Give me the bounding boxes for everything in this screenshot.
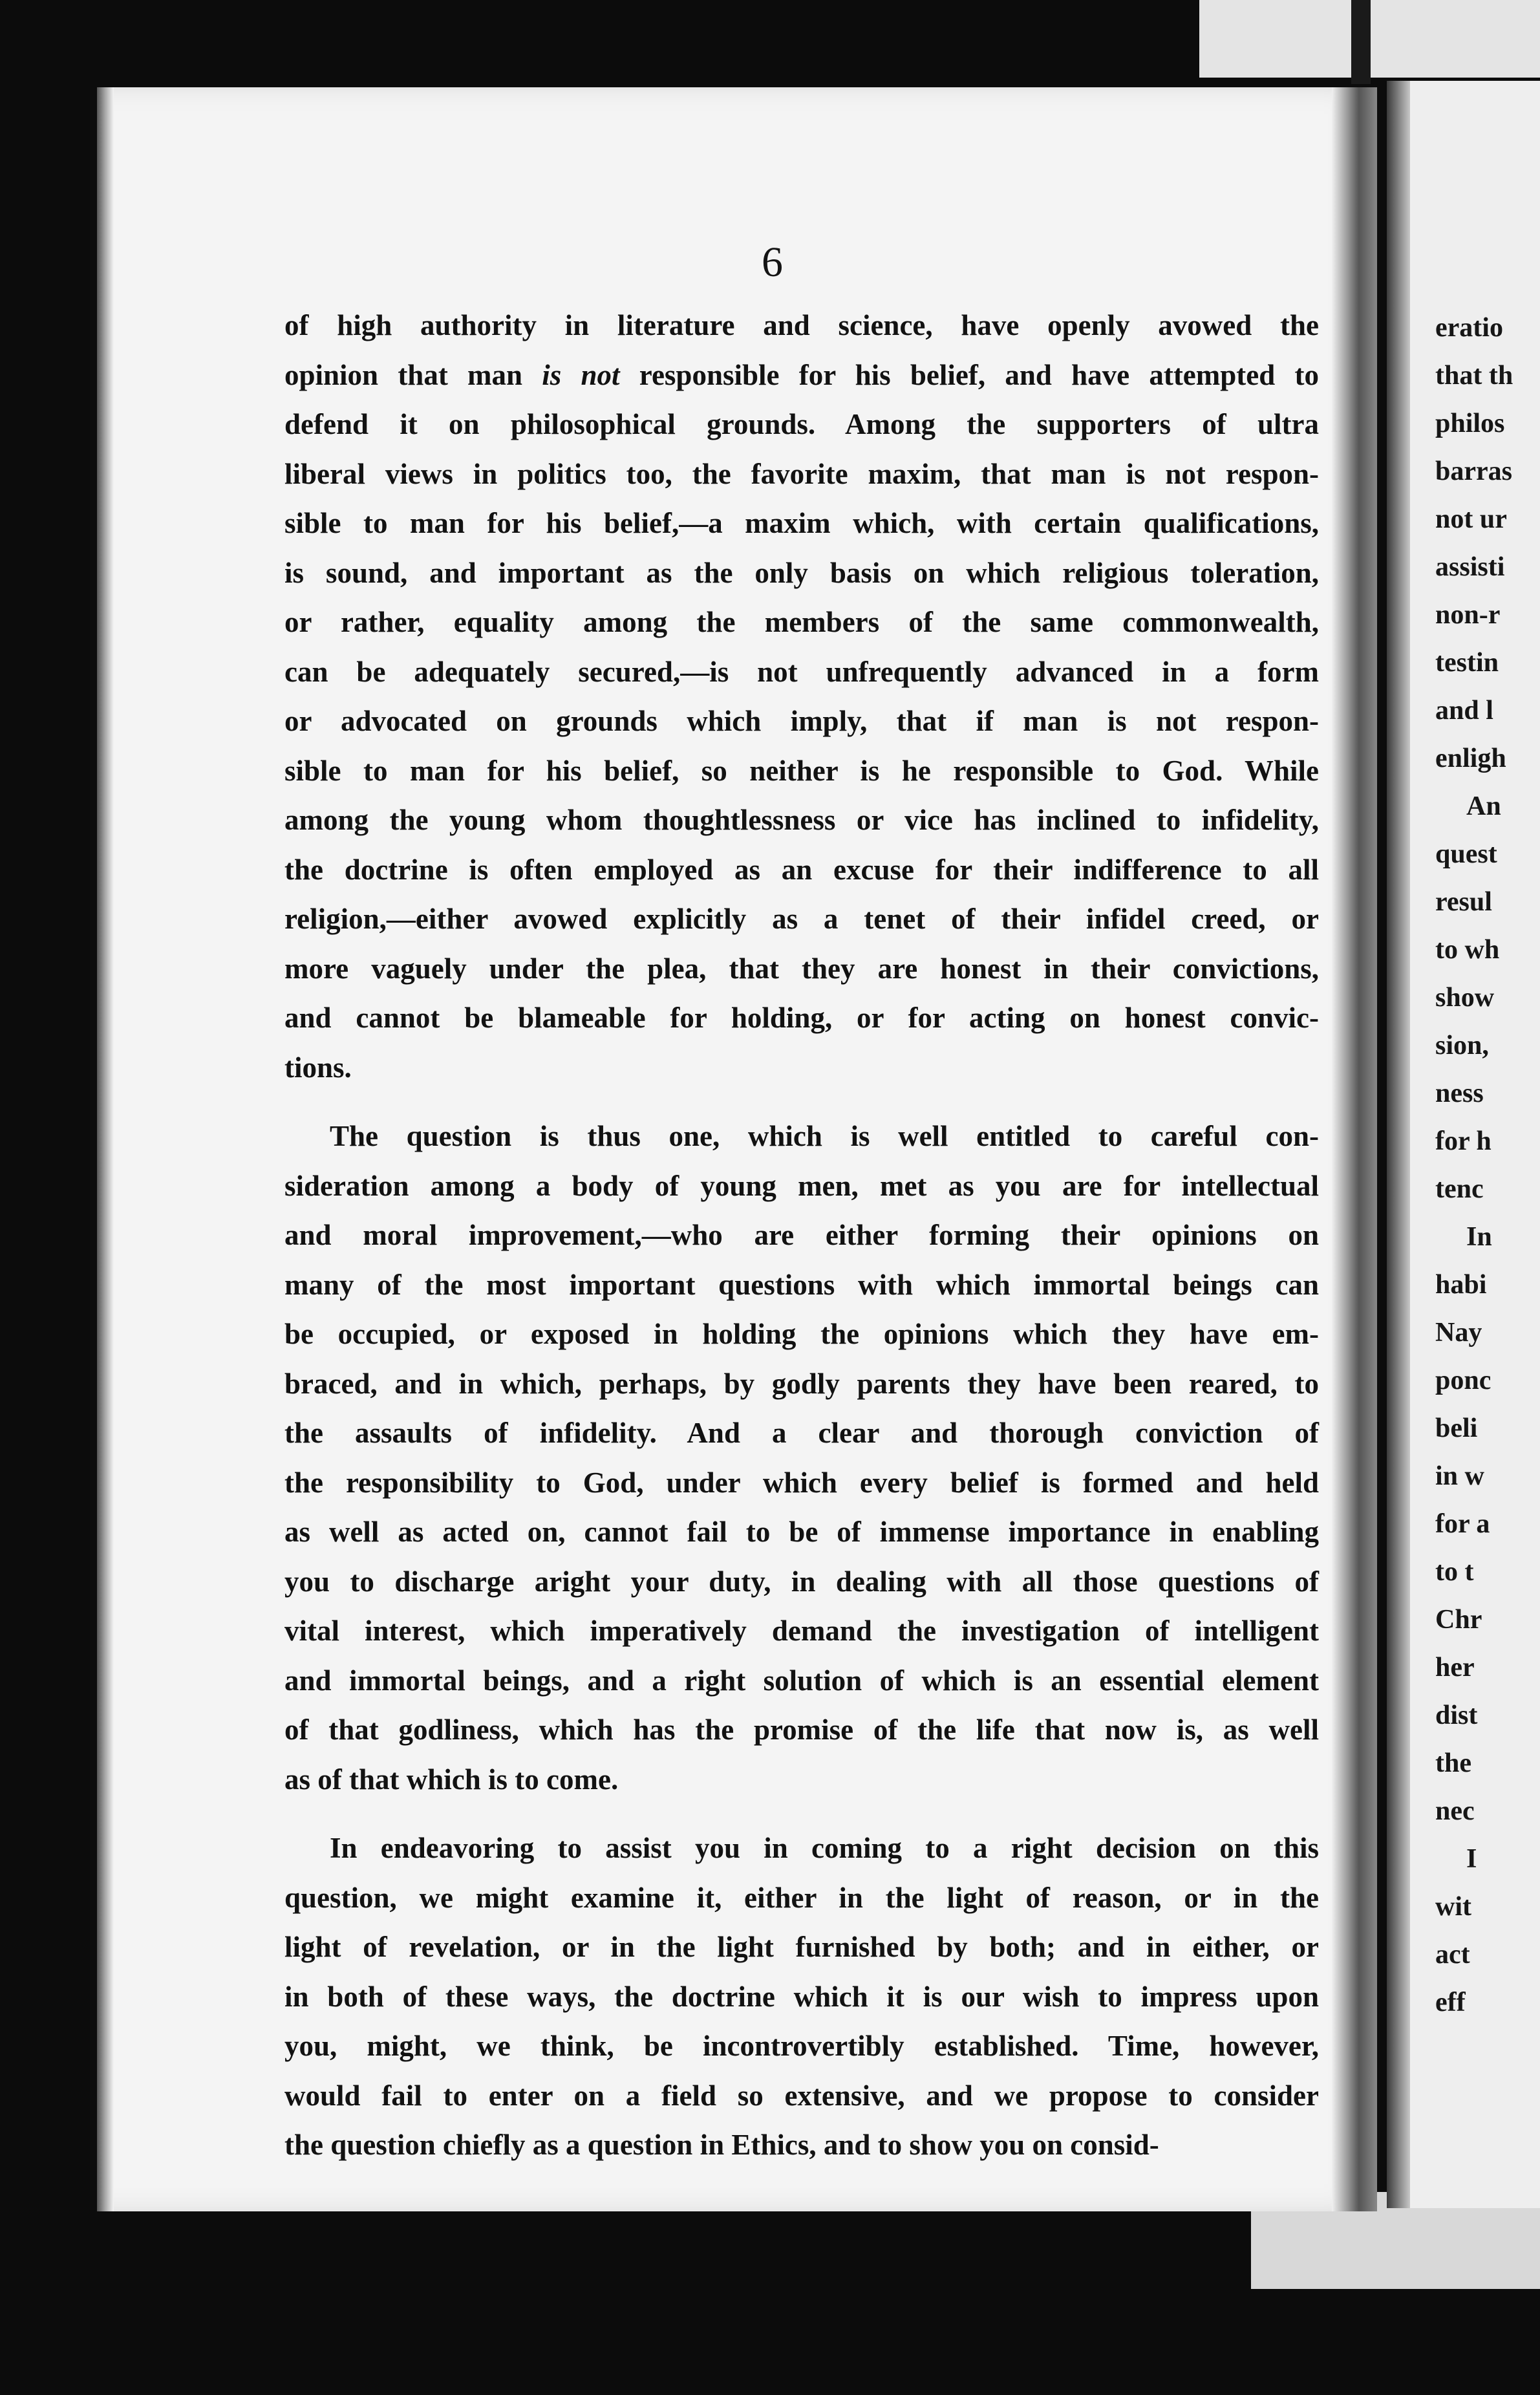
text-line: as of that which is to come. (284, 1763, 619, 1796)
text-line: light of revelation, or in the light furnished by both; and in either, or (284, 1931, 1319, 1963)
facing-page-line: An (1466, 791, 1501, 821)
facing-page-line: philos (1435, 409, 1505, 438)
facing-page-line: to t (1435, 1557, 1474, 1587)
text-line: vital interest, which imperatively demand the investigation of intelligent (284, 1615, 1319, 1647)
text-line: among the young whom thoughtlessness or vice has inclined to infidelity, (284, 804, 1319, 836)
facing-page-line: not ur (1435, 504, 1507, 534)
page-number: 6 (762, 239, 783, 286)
facing-page-line: testin (1435, 648, 1499, 678)
text-line: The question is thus one, which is well entitled to careful con- (330, 1120, 1319, 1152)
facing-page-text (1435, 304, 1513, 2026)
body-text (284, 301, 1319, 2170)
text-line: opinion that man is not responsible for his belief, and have attempted to (284, 358, 1319, 391)
text-line: and moral improvement,—who are either forming their opinions on (284, 1219, 1319, 1251)
facing-page-fragment (1387, 81, 1540, 2208)
facing-page-line: ness (1435, 1079, 1484, 1108)
text-line: many of the most important questions with which immortal beings can (284, 1268, 1319, 1301)
text-line: the assaults of infidelity. And a clear and thorough conviction of (284, 1417, 1319, 1449)
facing-page-line: to wh (1435, 935, 1500, 965)
facing-page-line: act (1435, 1940, 1470, 1970)
facing-page-line: eff (1435, 1988, 1466, 2017)
facing-page-line: wit (1435, 1892, 1471, 1922)
facing-page-line: and l (1435, 696, 1493, 725)
text-line: of high authority in literature and science, have openly avowed the (284, 309, 1319, 341)
facing-page-line: Nay (1435, 1318, 1482, 1348)
facing-page-line: sion, (1435, 1031, 1489, 1060)
facing-page-line: in w (1435, 1461, 1484, 1491)
top-edge-gap (1351, 0, 1371, 84)
facing-page-line: show (1435, 983, 1495, 1013)
facing-page-line: barras (1435, 456, 1512, 486)
text-line: or rather, equality among the members of the same commonwealth, (284, 606, 1319, 638)
text-line: In endeavoring to assist you in coming to a right decision on this (330, 1832, 1319, 1864)
facing-page-line: dist (1435, 1701, 1478, 1730)
text-line: sideration among a body of young men, met as you are for intellectual (284, 1169, 1319, 1202)
text-line: sible to man for his belief, so neither is he responsible to God. While (284, 754, 1319, 787)
facing-page-line: the (1435, 1748, 1471, 1778)
page-gutter-shadow (1332, 87, 1377, 2211)
paragraph (284, 301, 1319, 1092)
text-line: would fail to enter on a field so extensive, and we propose to consider (284, 2079, 1319, 2112)
text-line: of that godliness, which has the promise of the life that now is, as well (284, 1713, 1319, 1746)
text-line: or advocated on grounds which imply, that if man is not respon- (284, 705, 1319, 737)
facing-page-line: resul (1435, 887, 1492, 917)
text-line: sible to man for his belief,—a maxim which, with certain qualifications, (284, 507, 1319, 539)
text-line: and immortal beings, and a right solution of which is an essential element (284, 1664, 1319, 1697)
text-line: liberal views in politics too, the favorite maxim, that man is not respon- (284, 457, 1319, 490)
facing-page-line: quest (1435, 839, 1497, 869)
facing-page-line: tenc (1435, 1174, 1484, 1204)
text-line: can be adequately secured,—is not unfrequently advanced in a form (284, 655, 1319, 688)
facing-page-line: enligh (1435, 744, 1506, 773)
text-line: braced, and in which, perhaps, by godly parents they have been reared, to (284, 1367, 1319, 1400)
facing-page-line: eratio (1435, 313, 1503, 343)
text-line: in both of these ways, the doctrine which it is our wish to impress upon (284, 1980, 1319, 2013)
facing-page-line: for a (1435, 1509, 1490, 1539)
facing-page-line: that th (1435, 361, 1513, 391)
text-line: is sound, and important as the only basis on which religious toleration, (284, 556, 1319, 589)
top-page-edge (1199, 0, 1540, 78)
facing-page-line: beli (1435, 1413, 1478, 1443)
facing-page-line: ponc (1435, 1366, 1492, 1395)
facing-page-line: her (1435, 1653, 1475, 1682)
paragraph (284, 1823, 1319, 2170)
text-line: tions. (284, 1051, 352, 1084)
facing-page-line: I (1466, 1844, 1477, 1874)
text-line: as well as acted on, cannot fail to be of immense importance in enabling (284, 1516, 1319, 1548)
page-left-edge-shadow (97, 87, 114, 2211)
facing-page-line: habi (1435, 1270, 1487, 1300)
facing-page-line: Chr (1435, 1605, 1482, 1635)
text-line: be occupied, or exposed in holding the opinions which they have em- (284, 1318, 1319, 1350)
facing-page-line: nec (1435, 1796, 1475, 1826)
text-line: question, we might examine it, either in the light of reason, or in the (284, 1881, 1319, 1914)
text-line: the responsibility to God, under which every belief is formed and held (284, 1466, 1319, 1499)
text-line: religion,—either avowed explicitly as a tenet of their infidel creed, or (284, 903, 1319, 935)
text-line: you to discharge aright your duty, in dealing with all those questions of (284, 1565, 1319, 1598)
facing-page-line: for h (1435, 1126, 1492, 1156)
facing-page-line: non-r (1435, 600, 1501, 630)
text-line: more vaguely under the plea, that they are honest in their convictions, (284, 952, 1319, 985)
text-line: the question chiefly as a question in Ethics, and to show you on consid- (284, 2129, 1159, 2161)
text-line: you, might, we think, be incontrovertibly established. Time, however, (284, 2030, 1319, 2062)
paragraph (284, 1112, 1319, 1804)
text-line: defend it on philosophical grounds. Among the supporters of ultra (284, 408, 1319, 440)
facing-page-line: assisti (1435, 552, 1505, 582)
facing-page-line: In (1466, 1222, 1492, 1252)
facing-page-shadow (1387, 81, 1410, 2208)
text-line: and cannot be blameable for holding, or for acting on honest convic- (284, 1002, 1319, 1034)
text-line: the doctrine is often employed as an excuse for their indifference to all (284, 853, 1319, 886)
